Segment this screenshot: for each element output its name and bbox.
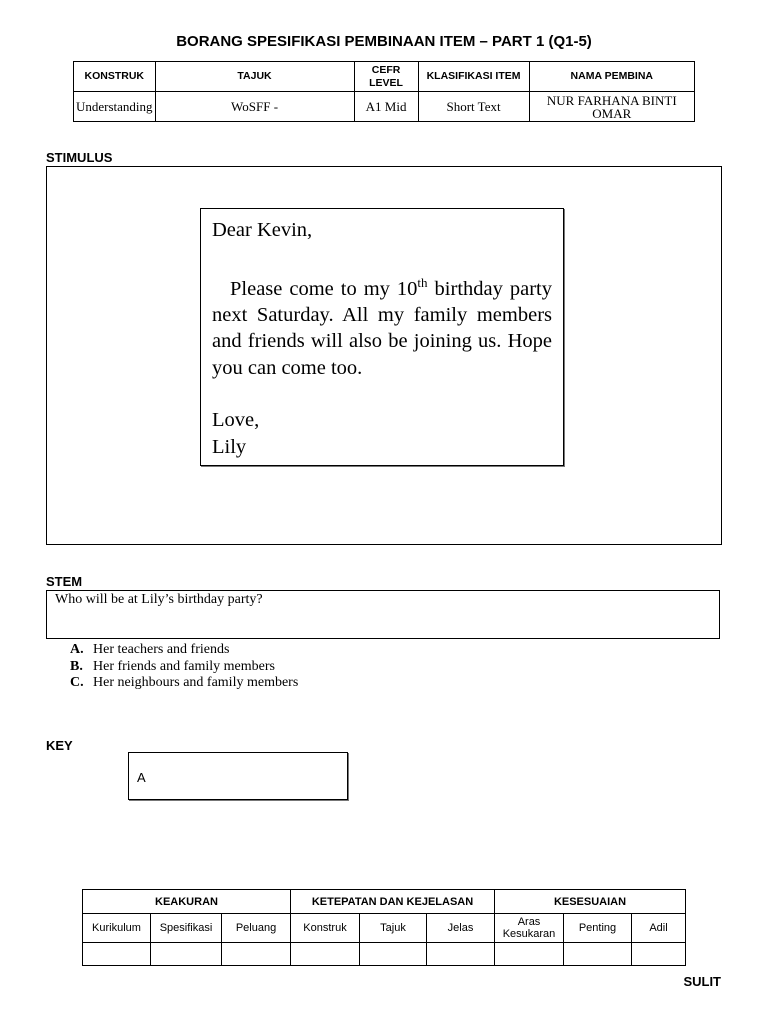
score-cell-jelas[interactable] — [427, 943, 495, 966]
header-klasifikasi-item: KLASIFIKASI ITEM — [418, 62, 529, 92]
option-b-letter: B. — [70, 658, 83, 674]
criterion-spesifikasi: Spesifikasi — [151, 914, 222, 943]
invitation-letter — [200, 208, 564, 466]
criterion-tajuk: Tajuk — [360, 914, 427, 943]
letter-body — [212, 270, 552, 382]
option-a — [70, 642, 298, 659]
value-cefr-level: A1 Mid — [354, 92, 418, 122]
score-cell-kurikulum[interactable] — [83, 943, 151, 966]
evaluation-table — [82, 889, 686, 966]
group-keakuran: KEAKURAN — [83, 890, 291, 914]
letter-ordinal-suffix: th — [417, 274, 428, 290]
criterion-konstruk: Konstruk — [291, 914, 360, 943]
score-cell-aras-kesukaran[interactable] — [495, 943, 564, 966]
eval-criteria-row — [83, 914, 686, 943]
header-cefr-level: CEFR LEVEL — [354, 62, 418, 92]
item-info-table — [73, 61, 695, 122]
answer-options — [70, 642, 298, 692]
score-cell-spesifikasi[interactable] — [151, 943, 222, 966]
score-cell-penting[interactable] — [564, 943, 632, 966]
criterion-adil: Adil — [632, 914, 686, 943]
header-konstruk: KONSTRUK — [74, 62, 156, 92]
group-ketepatan-dan-kejelasan: KETEPATAN DAN KEJELASAN — [291, 890, 495, 914]
criterion-jelas: Jelas — [427, 914, 495, 943]
letter-signature: Lily — [212, 435, 247, 458]
header-nama-pembina: NAMA PEMBINA — [529, 62, 694, 92]
eval-score-row — [83, 943, 686, 966]
value-nama-pembina: NUR FARHANA BINTI OMAR — [529, 92, 694, 122]
key-answer-box — [128, 752, 348, 800]
stimulus-label: STIMULUS — [46, 150, 113, 165]
option-c — [70, 675, 298, 692]
criterion-peluang: Peluang — [222, 914, 291, 943]
key-label: KEY — [46, 738, 73, 753]
value-tajuk: WoSFF - — [155, 92, 354, 122]
score-cell-adil[interactable] — [632, 943, 686, 966]
info-header-row — [74, 62, 695, 92]
option-a-letter: A. — [70, 642, 84, 657]
option-b — [70, 659, 298, 676]
option-b-text: Her friends and family members — [93, 658, 275, 674]
value-konstruk: Understanding — [74, 92, 156, 122]
score-cell-konstruk[interactable] — [291, 943, 360, 966]
letter-greeting: Dear Kevin, — [212, 219, 313, 241]
score-cell-peluang[interactable] — [222, 943, 291, 966]
criterion-aras-kesukaran: Aras Kesukaran — [495, 914, 564, 943]
criterion-penting: Penting — [564, 914, 632, 943]
eval-group-row — [83, 890, 686, 914]
score-cell-tajuk[interactable] — [360, 943, 427, 966]
letter-body-end: birthday party next Saturday. All my family members and friends will also be joining us. Hope you can come too. — [212, 277, 552, 379]
header-tajuk: TAJUK — [155, 62, 354, 92]
form-title: BORANG SPESIFIKASI PEMBINAAN ITEM – PART 1 (Q1-5) — [176, 33, 592, 50]
info-value-row — [74, 92, 695, 122]
stem-question: Who will be at Lily’s birthday party? — [55, 592, 263, 607]
stem-label: STEM — [46, 574, 83, 589]
letter-body-start: Please come to my 10 — [230, 277, 418, 300]
stem-question-box — [46, 590, 720, 639]
group-kesesuaian: KESESUAIAN — [495, 890, 686, 914]
footer-classification: SULIT — [683, 974, 721, 989]
letter-closing: Love, — [212, 409, 260, 432]
criterion-kurikulum: Kurikulum — [83, 914, 151, 943]
option-c-text: Her neighbours and family members — [93, 675, 299, 690]
key-answer: A — [137, 770, 146, 785]
option-a-text: Her teachers and friends — [93, 642, 230, 657]
value-klasifikasi-item: Short Text — [418, 92, 529, 122]
option-c-letter: C. — [70, 675, 84, 690]
